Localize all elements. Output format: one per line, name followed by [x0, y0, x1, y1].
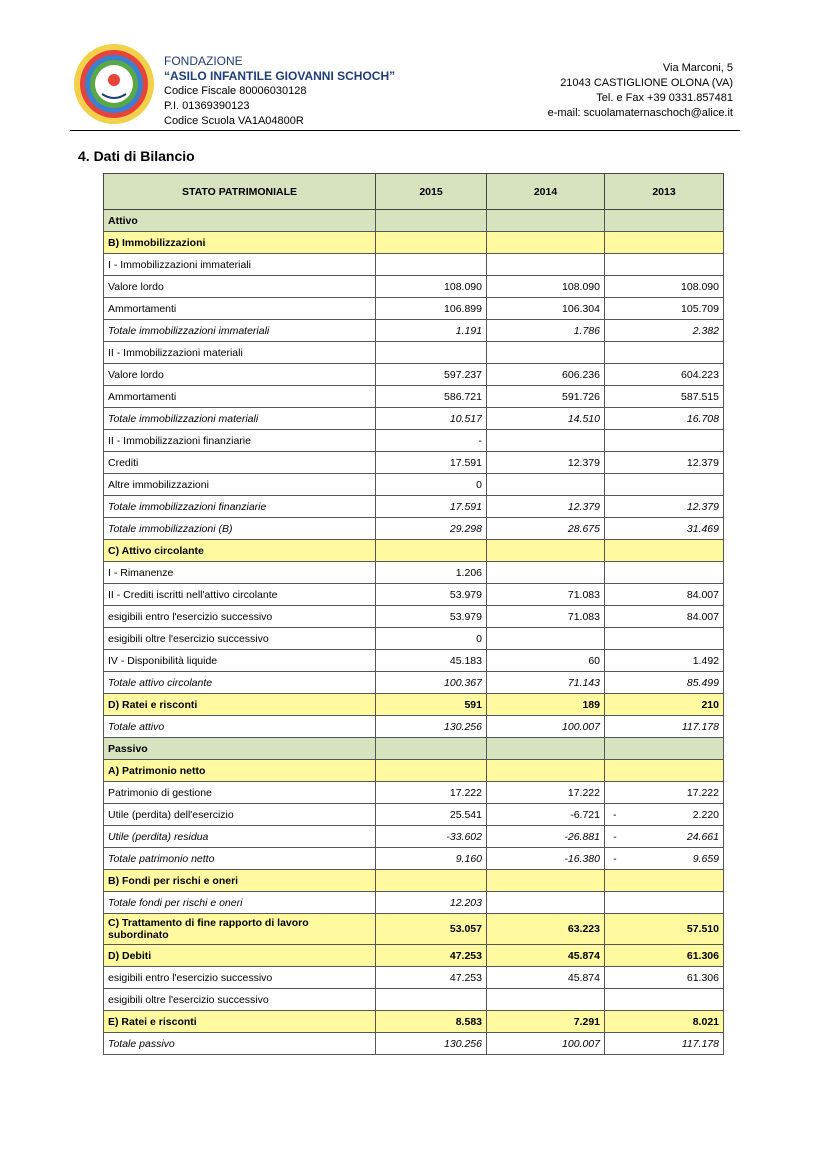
header-divider	[70, 130, 740, 131]
table-row	[104, 848, 724, 870]
table-row	[104, 518, 724, 540]
partita-iva: P.I. 01369390123	[164, 100, 250, 112]
row-label: Ammortamenti	[104, 298, 376, 320]
table-row	[104, 342, 724, 364]
table-row	[104, 540, 724, 562]
row-value	[376, 254, 487, 276]
row-value	[376, 210, 487, 232]
row-value	[605, 430, 724, 452]
row-value: 0	[376, 628, 487, 650]
row-label: B) Immobilizzazioni	[104, 232, 376, 254]
row-value: 1.191	[376, 320, 487, 342]
row-value	[487, 870, 605, 892]
row-label: Totale patrimonio netto	[104, 848, 376, 870]
row-value: 47.253	[376, 967, 487, 989]
row-value: 130.256	[376, 1033, 487, 1055]
row-value	[376, 540, 487, 562]
row-value	[376, 232, 487, 254]
table-row	[104, 496, 724, 518]
row-value	[605, 826, 724, 848]
sign-marker: -	[613, 808, 617, 821]
table-row	[104, 562, 724, 584]
row-value	[605, 628, 724, 650]
row-label: Totale immobilizzazioni materiali	[104, 408, 376, 430]
row-value: 591	[376, 694, 487, 716]
row-value: 130.256	[376, 716, 487, 738]
row-label: E) Ratei e risconti	[104, 1011, 376, 1033]
row-value: 17.222	[605, 782, 724, 804]
row-value: 0	[376, 474, 487, 496]
row-value: 117.178	[605, 1033, 724, 1055]
row-value: 106.899	[376, 298, 487, 320]
row-value: -26.881	[487, 826, 605, 848]
table-row	[104, 914, 724, 945]
row-label: Totale passivo	[104, 1033, 376, 1055]
value-text: 2.220	[692, 808, 719, 821]
row-value: 16.708	[605, 408, 724, 430]
codice-fiscale: Codice Fiscale 80006030128	[164, 85, 307, 97]
row-value	[605, 562, 724, 584]
row-value: 606.236	[487, 364, 605, 386]
table-row	[104, 232, 724, 254]
row-value: 57.510	[605, 914, 724, 945]
row-value: 106.304	[487, 298, 605, 320]
row-label: Totale immobilizzazioni finanziarie	[104, 496, 376, 518]
table-row	[104, 430, 724, 452]
table-row	[104, 254, 724, 276]
phone: Tel. e Fax +39 0331.857481	[596, 92, 733, 104]
row-value	[605, 738, 724, 760]
row-label: D) Ratei e risconti	[104, 694, 376, 716]
value-text: 9.659	[692, 852, 719, 865]
row-value: 12.379	[487, 452, 605, 474]
row-label: esigibili entro l'esercizio successivo	[104, 606, 376, 628]
table-row	[104, 364, 724, 386]
row-value	[605, 870, 724, 892]
table-row	[104, 386, 724, 408]
row-value: -6.721	[487, 804, 605, 826]
table-row	[104, 452, 724, 474]
row-value: 53.057	[376, 914, 487, 945]
row-value: 10.517	[376, 408, 487, 430]
table-row	[104, 210, 724, 232]
row-value: 1.786	[487, 320, 605, 342]
table-row	[104, 782, 724, 804]
row-value	[605, 540, 724, 562]
row-value: 591.726	[487, 386, 605, 408]
table-row	[104, 694, 724, 716]
table-row	[104, 584, 724, 606]
row-value: 71.083	[487, 584, 605, 606]
row-label: C) Trattamento di fine rapporto di lavoro subordinato	[104, 914, 376, 945]
row-label: Ammortamenti	[104, 386, 376, 408]
row-value: 105.709	[605, 298, 724, 320]
table-row	[104, 989, 724, 1011]
row-label: II - Immobilizzazioni finanziarie	[104, 430, 376, 452]
row-label: esigibili entro l'esercizio successivo	[104, 967, 376, 989]
row-label: I - Rimanenze	[104, 562, 376, 584]
table-row	[104, 967, 724, 989]
sign-marker: -	[613, 852, 617, 865]
row-label: Totale attivo circolante	[104, 672, 376, 694]
row-label: II - Immobilizzazioni materiali	[104, 342, 376, 364]
row-value	[487, 474, 605, 496]
row-value	[376, 342, 487, 364]
column-header: 2014	[487, 174, 605, 210]
row-value	[605, 474, 724, 496]
row-value	[605, 210, 724, 232]
row-label: Utile (perdita) dell'esercizio	[104, 804, 376, 826]
row-value: 8.583	[376, 1011, 487, 1033]
codice-scuola: Codice Scuola VA1A04800R	[164, 115, 304, 127]
table-row	[104, 1033, 724, 1055]
row-label: A) Patrimonio netto	[104, 760, 376, 782]
address: Via Marconi, 5	[662, 62, 733, 74]
row-value: 29.298	[376, 518, 487, 540]
row-value	[487, 254, 605, 276]
organization-info	[164, 54, 395, 129]
row-value: 2.382	[605, 320, 724, 342]
row-value	[605, 892, 724, 914]
row-label: Valore lordo	[104, 276, 376, 298]
row-value: 63.223	[487, 914, 605, 945]
row-value	[605, 342, 724, 364]
row-label: Attivo	[104, 210, 376, 232]
row-value: 31.469	[605, 518, 724, 540]
column-header: 2013	[605, 174, 724, 210]
row-label: IV - Disponibilità liquide	[104, 650, 376, 672]
row-label: Crediti	[104, 452, 376, 474]
table-header-row	[104, 174, 724, 210]
table-row	[104, 804, 724, 826]
row-value: 100.007	[487, 1033, 605, 1055]
row-value	[487, 760, 605, 782]
row-value	[376, 738, 487, 760]
row-value: 7.291	[487, 1011, 605, 1033]
row-value	[487, 342, 605, 364]
row-label: esigibili oltre l'esercizio successivo	[104, 989, 376, 1011]
row-label: I - Immobilizzazioni immateriali	[104, 254, 376, 276]
table-row	[104, 298, 724, 320]
row-value: 108.090	[376, 276, 487, 298]
row-value: 28.675	[487, 518, 605, 540]
row-value	[487, 540, 605, 562]
row-value	[605, 804, 724, 826]
org-label: FONDAZIONE	[164, 54, 243, 68]
row-label: II - Crediti iscritti nell'attivo circolante	[104, 584, 376, 606]
row-value: 17.591	[376, 452, 487, 474]
org-name: “ASILO INFANTILE GIOVANNI SCHOCH”	[164, 69, 396, 83]
row-value	[376, 989, 487, 1011]
row-value: 8.021	[605, 1011, 724, 1033]
table-row	[104, 606, 724, 628]
row-value: 9.160	[376, 848, 487, 870]
table-row	[104, 628, 724, 650]
row-value: 60	[487, 650, 605, 672]
row-value: 604.223	[605, 364, 724, 386]
contact-info	[548, 61, 733, 121]
school-seal-logo	[72, 42, 156, 126]
row-value	[487, 430, 605, 452]
row-value: 61.306	[605, 967, 724, 989]
row-value	[487, 562, 605, 584]
row-label: Valore lordo	[104, 364, 376, 386]
table-row	[104, 716, 724, 738]
row-value: 14.510	[487, 408, 605, 430]
row-value: 45.874	[487, 967, 605, 989]
column-header: 2015	[376, 174, 487, 210]
row-label: Patrimonio di gestione	[104, 782, 376, 804]
row-label: Altre immobilizzazioni	[104, 474, 376, 496]
row-value	[487, 738, 605, 760]
email: e-mail: scuolamaternaschoch@alice.it	[547, 107, 733, 119]
row-label: Totale immobilizzazioni immateriali	[104, 320, 376, 342]
row-label: D) Debiti	[104, 945, 376, 967]
value-text: 24.661	[686, 830, 719, 843]
row-value: 53.979	[376, 584, 487, 606]
row-value: 100.007	[487, 716, 605, 738]
row-value	[487, 892, 605, 914]
row-label: Passivo	[104, 738, 376, 760]
section-title: 4. Dati di Bilancio	[78, 148, 195, 164]
row-value: 108.090	[487, 276, 605, 298]
row-value: 1.206	[376, 562, 487, 584]
row-label: B) Fondi per rischi e oneri	[104, 870, 376, 892]
row-value	[487, 628, 605, 650]
table-row	[104, 276, 724, 298]
table-row	[104, 650, 724, 672]
row-value: -	[376, 430, 487, 452]
row-value: 12.379	[605, 496, 724, 518]
row-value	[376, 760, 487, 782]
table-row	[104, 826, 724, 848]
row-value: 12.379	[605, 452, 724, 474]
row-label: Totale immobilizzazioni (B)	[104, 518, 376, 540]
row-value	[605, 760, 724, 782]
row-value: -33.602	[376, 826, 487, 848]
row-value: 85.499	[605, 672, 724, 694]
table-row	[104, 1011, 724, 1033]
row-value: 71.083	[487, 606, 605, 628]
row-value: 17.222	[487, 782, 605, 804]
table-row	[104, 760, 724, 782]
balance-sheet-table	[103, 173, 724, 1055]
row-value	[376, 870, 487, 892]
table-row	[104, 408, 724, 430]
table-row	[104, 672, 724, 694]
row-value: 210	[605, 694, 724, 716]
row-value: 586.721	[376, 386, 487, 408]
row-value	[605, 232, 724, 254]
row-value: 17.222	[376, 782, 487, 804]
row-value	[605, 989, 724, 1011]
row-value: 61.306	[605, 945, 724, 967]
row-value	[605, 254, 724, 276]
row-value: 25.541	[376, 804, 487, 826]
row-value: 108.090	[605, 276, 724, 298]
row-label: Totale fondi per rischi e oneri	[104, 892, 376, 914]
row-label: Totale attivo	[104, 716, 376, 738]
row-value: 100.367	[376, 672, 487, 694]
row-value: 71.143	[487, 672, 605, 694]
row-value	[487, 989, 605, 1011]
row-value: -16.380	[487, 848, 605, 870]
row-value: 17.591	[376, 496, 487, 518]
row-value	[487, 232, 605, 254]
table-row	[104, 892, 724, 914]
row-label: C) Attivo circolante	[104, 540, 376, 562]
table-row	[104, 320, 724, 342]
table-row	[104, 870, 724, 892]
sign-marker: -	[613, 830, 617, 843]
row-value: 597.237	[376, 364, 487, 386]
row-value: 53.979	[376, 606, 487, 628]
column-header: STATO PATRIMONIALE	[104, 174, 376, 210]
row-label: esigibili oltre l'esercizio successivo	[104, 628, 376, 650]
row-value	[487, 210, 605, 232]
row-value	[605, 848, 724, 870]
row-value: 12.379	[487, 496, 605, 518]
table-row	[104, 945, 724, 967]
row-label: Utile (perdita) residua	[104, 826, 376, 848]
row-value: 117.178	[605, 716, 724, 738]
city: 21043 CASTIGLIONE OLONA (VA)	[560, 77, 733, 89]
row-value: 45.183	[376, 650, 487, 672]
table-row	[104, 738, 724, 760]
row-value: 84.007	[605, 606, 724, 628]
row-value: 1.492	[605, 650, 724, 672]
table-row	[104, 474, 724, 496]
row-value: 84.007	[605, 584, 724, 606]
row-value: 587.515	[605, 386, 724, 408]
row-value: 47.253	[376, 945, 487, 967]
row-value: 12.203	[376, 892, 487, 914]
row-value: 45.874	[487, 945, 605, 967]
row-value: 189	[487, 694, 605, 716]
